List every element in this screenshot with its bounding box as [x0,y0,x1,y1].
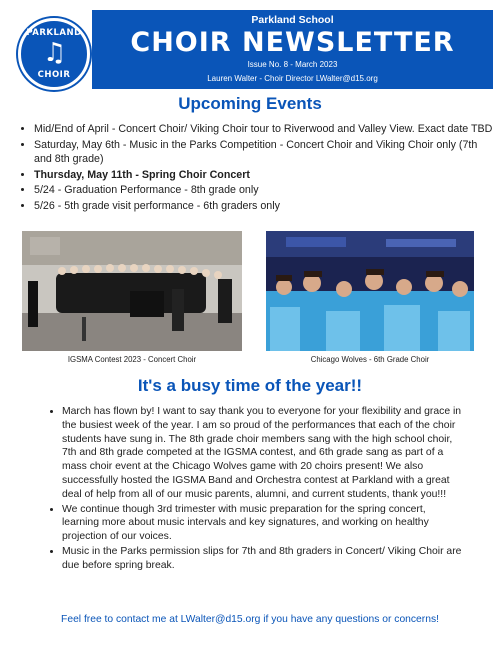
list-item: • 5/24 - Graduation Performance - 8th grade only [34,183,494,199]
upcoming-events-heading: Upcoming Events [178,94,322,113]
busy-time-heading: It's a busy time of the year!! [137,376,363,395]
list-item: • Saturday, May 6th - Music in the Parks Competition - Concert Choir and Viking Choir only (7th and 8th grade) [34,138,494,168]
list-item: • Thursday, May 11th - Spring Choir Concert [34,168,494,184]
busy-time-list [46,405,462,574]
music-note-icon: ♫ [43,38,67,68]
header-banner [92,10,493,89]
director-line: Lauren Walter - Choir Director LWalter@d15.org [207,74,378,83]
chicago-wolves-caption: Chicago Wolves - 6th Grade Choir [310,355,430,364]
chicago-wolves-photo [266,231,474,351]
list-item: • March has flown by! I want to say thank you to everyone for your flexibility and grace in the busiest week of the year. I am so proud of the performances that each of the choir students have sung in. The 8th grade choir members sang with the high school choir, 7th and 8th grade competed at the IGSMA contest, and 6th grade sang as part of a mass choir event at the Chicago Wolves game with 20 choirs present! We also successfully hosted the IGSMA Band and Orchestra contest at Parkland with a great deal of help from all of our music parents, alumni, and current students, thank you!!! [62,405,462,503]
upcoming-events-list [18,122,494,214]
list-item: • Music in the Parks permission slips for 7th and 8th graders in Concert/ Viking Choir are due before spring break. [62,545,462,574]
issue-line: Issue No. 8 - March 2023 [247,60,338,69]
newsletter-title: CHOIR NEWSLETTER [130,27,455,58]
logo-top-text: PARKLAND [26,28,82,38]
concert-choir-photo [22,231,242,351]
logo-bottom-text: CHOIR [37,70,71,80]
concert-choir-caption: IGSMA Contest 2023 - Concert Choir [67,355,197,364]
list-item: • 5/26 - 5th grade visit performance - 6th graders only [34,199,494,215]
contact-footer: Feel free to contact me at LWalter@d15.org if you have any questions or concerns! [61,614,439,625]
parkland-choir-logo [18,18,90,90]
list-item: • We continue though 3rd trimester with music preparation for the spring concert, learning more about music intervals and key signatures, and working on healthy projection of our voices. [62,503,462,545]
list-item: • Mid/End of April - Concert Choir/ Viking Choir tour to Riverwood and Valley View. Exact date TBD [34,122,494,138]
school-name: Parkland School [251,14,334,26]
